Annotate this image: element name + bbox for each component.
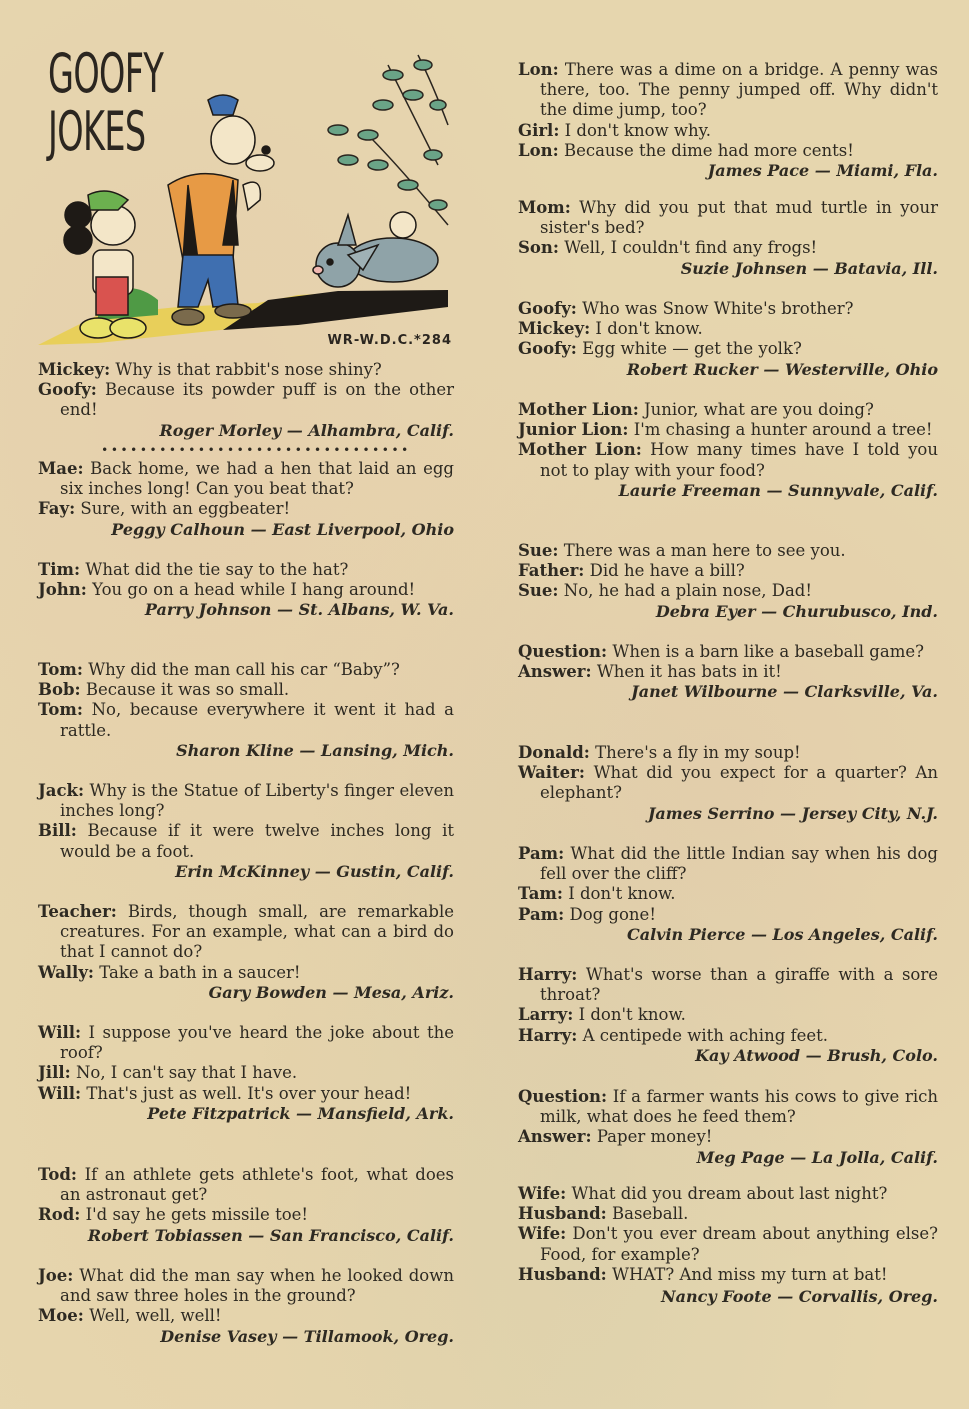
header-illustration: [38, 42, 458, 350]
joke-credit: Robert Tobiassen — San Francisco, Calif.: [87, 1225, 454, 1245]
joke-item: Goofy: Who was Snow White's brother? Mickey: I don't know. Goofy: Egg white — get the yolk? Robert Rucker — Westerville, Ohio: [518, 299, 938, 379]
joke-item: Mickey: Why is that rabbit's nose shiny? Goofy: Because its powder puff is on the other end! Roger Morley — Alhambra, Calif. ••••••••••••••••••••••••••••••••: [38, 360, 454, 457]
joke-item: Tom: Why did the man call his car “Baby”? Bob: Because it was so small. Tom: No, because everywhere it went it had a rattle. Sharon Kline — Lansing, Mich.: [38, 660, 454, 760]
dotted-separator: ••••••••••••••••••••••••••••••••: [101, 442, 411, 457]
joke-item: Question: If a farmer wants his cows to give rich milk, what does he feed them? Answer: Paper money! Meg Page — La Jolla, Calif.: [518, 1087, 938, 1167]
joke-item: Harry: What's worse than a giraffe with a sore throat? Larry: I don't know. Harry: A centipede with aching feet. Kay Atwood — Brush, Colo.: [518, 965, 938, 1065]
joke-item: Wife: What did you dream about last night? Husband: Baseball. Wife: Don't you ever dream about anything else? Food, for example? Husband: WHAT? And miss my turn at bat! Nancy Foote — Corvallis, Oreg.: [518, 1184, 938, 1307]
joke-credit: Roger Morley — Alhambra, Calif.: [159, 420, 454, 440]
joke-credit: Kay Atwood — Brush, Colo.: [695, 1045, 938, 1065]
joke-credit: Calvin Pierce — Los Angeles, Calif.: [627, 924, 938, 944]
joke-credit: Janet Wilbourne — Clarksville, Va.: [631, 682, 938, 702]
joke-item: Jack: Why is the Statue of Liberty's finger eleven inches long? Bill: Because if it were twelve inches long it would be a foot. Erin McKinney — Gustin, Calif.: [38, 781, 454, 881]
joke-item: Donald: There's a fly in my soup! Waiter: What did you expect for a quarter? An elephant? James Serrino — Jersey City, N.J.: [518, 743, 938, 823]
joke-credit: Parry Johnson — St. Albans, W. Va.: [144, 600, 454, 620]
joke-item: Joe: What did the man say when he looked down and saw three holes in the ground? Moe: Well, well, well! Denise Vasey — Tillamook, Oreg.: [38, 1266, 454, 1346]
joke-credit: Sharon Kline — Lansing, Mich.: [176, 740, 454, 760]
joke-item: Mom: Why did you put that mud turtle in your sister's bed? Son: Well, I couldn't find any frogs! Suzie Johnsen — Batavia, Ill.: [518, 198, 938, 278]
joke-credit: James Pace — Miami, Fla.: [707, 161, 938, 181]
joke-credit: Peggy Calhoun — East Liverpool, Ohio: [111, 519, 454, 539]
joke-credit: Debra Eyer — Churubusco, Ind.: [655, 601, 938, 621]
joke-item: Question: When is a barn like a baseball game? Answer: When it has bats in it! Janet Wilbourne — Clarksville, Va.: [518, 642, 938, 702]
joke-item: Mae: Back home, we had a hen that laid an egg six inches long! Can you beat that? Fay: Sure, with an eggbeater! Peggy Calhoun — East Liverpool, Ohio: [38, 459, 454, 539]
joke-credit: Suzie Johnsen — Batavia, Ill.: [680, 258, 938, 278]
joke-credit: James Serrino — Jersey City, N.J.: [647, 803, 938, 823]
joke-item: Tod: If an athlete gets athlete's foot, what does an astronaut get? Rod: I'd say he gets missile toe! Robert Tobiassen — San Francisco, Calif.: [38, 1165, 454, 1245]
joke-credit: Gary Bowden — Mesa, Ariz.: [208, 982, 454, 1002]
joke-item: Tim: What did the tie say to the hat? John: You go on a head while I hang around! Parry Johnson — St. Albans, W. Va.: [38, 560, 454, 620]
joke-item: Will: I suppose you've heard the joke about the roof? Jill: No, I can't say that I have. Will: That's just as well. It's over your head! Pete Fitzpatrick — Mansfield, Ark.: [38, 1023, 454, 1123]
joke-item: Lon: There was a dime on a bridge. A penny was there, too. The penny jumped off. Why didn't the dime jump, too? Girl: I don't know why. Lon: Because the dime had more cents! James Pace — Miami, Fla.: [518, 60, 938, 181]
joke-item: Mother Lion: Junior, what are you doing? Junior Lion: I'm chasing a hunter around a tree! Mother Lion: How many times have I told you not to play with your food? Laurie Freeman — Sunnyvale, Calif.: [518, 400, 938, 500]
joke-item: Teacher: Birds, though small, are remarkable creatures. For an example, what can a bird do that I cannot do? Wally: Take a bath in a saucer! Gary Bowden — Mesa, Ariz.: [38, 902, 454, 1002]
joke-credit: Robert Rucker — Westerville, Ohio: [626, 359, 938, 379]
joke-credit: Laurie Freeman — Sunnyvale, Calif.: [618, 480, 938, 500]
joke-credit: Pete Fitzpatrick — Mansfield, Ark.: [147, 1103, 454, 1123]
joke-credit: Meg Page — La Jolla, Calif.: [696, 1147, 938, 1167]
artist-signature: WR-W.D.C.*284: [327, 333, 452, 348]
joke-item: Sue: There was a man here to see you. Father: Did he have a bill? Sue: No, he had a plain nose, Dad! Debra Eyer — Churubusco, Ind.: [518, 541, 938, 621]
joke-credit: Nancy Foote — Corvallis, Oreg.: [661, 1287, 938, 1307]
page-title: GOOFY JOKES: [48, 42, 164, 163]
joke-credit: Denise Vasey — Tillamook, Oreg.: [160, 1326, 454, 1346]
joke-credit: Erin McKinney — Gustin, Calif.: [175, 861, 454, 881]
joke-item: Pam: What did the little Indian say when his dog fell over the cliff? Tam: I don't know. Pam: Dog gone! Calvin Pierce — Los Angeles, Calif.: [518, 844, 938, 944]
